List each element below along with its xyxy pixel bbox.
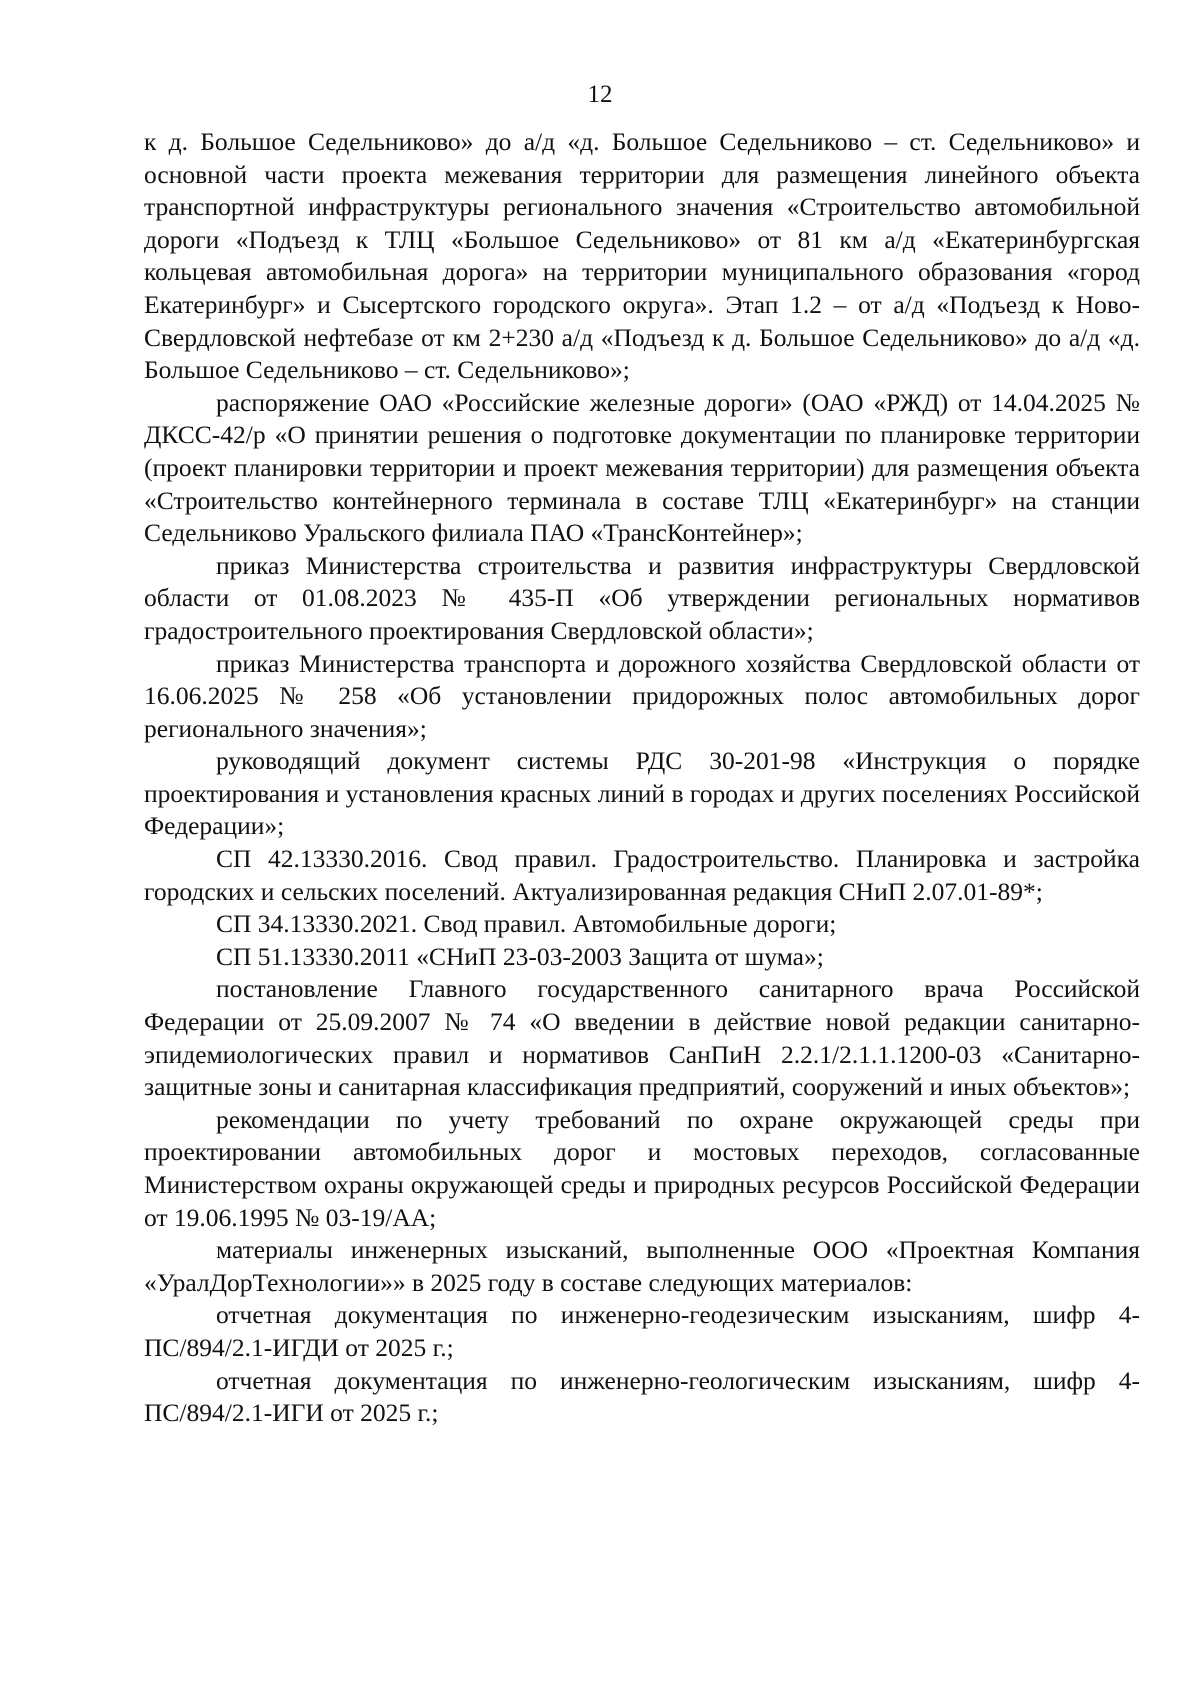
- paragraph-environmental-recommendations: рекомендации по учету требований по охране окружающей среды при проектировании автомобильных дорог и мостовых переходов, согласованные Министерством охраны окружающей среды и природных ресурсов Российской Федерации от 19.06.1995 № 03-19/АА;: [144, 1104, 1140, 1232]
- paragraph-rds-document: руководящий документ системы РДС 30-201-98 «Инструкция о порядке проектирования и установления красных линий в городах и других поселениях Российской Федерации»;: [144, 746, 1140, 841]
- paragraph-sp-42: СП 42.13330.2016. Свод правил. Градостроительство. Планировка и застройка городских и сельских поселений. Актуализированная редакция СНиП 2.07.01-89*;: [144, 844, 1140, 906]
- paragraph-ministry-construction-order: приказ Министерства строительства и развития инфраструктуры Свердловской области от 01.08.2023 № 435-П «Об утверждении региональных нормативов градостроительного проектирования Свердловской области»;: [144, 550, 1140, 645]
- paragraph-ministry-transport-order: приказ Министерства транспорта и дорожного хозяйства Свердловской области от 16.06.2025 № 258 «Об установлении придорожных полос автомобильных дорог регионального значения»;: [144, 648, 1140, 743]
- paragraph-rzd-order: распоряжение ОАО «Российские железные дороги» (ОАО «РЖД) от 14.04.2025 № ДКСС-42/р «О принятии решения о подготовке документации по планировке территории (проект планировки территории и проект межевания территории) для размещения объекта «Строительство контейнерного терминала в составе ТЛЦ «Екатеринбург» на станции Седельниково Уральского филиала ПАО «ТрансКонтейнер»;: [144, 387, 1140, 548]
- page-number: 12: [587, 81, 613, 108]
- paragraph-sp-51: СП 51.13330.2011 «СНиП 23-03-2003 Защита от шума»;: [216, 941, 824, 971]
- document-body: [144, 126, 1140, 1430]
- paragraph-sp-34: СП 34.13330.2021. Свод правил. Автомобильные дороги;: [216, 909, 837, 939]
- paragraph-continuation: к д. Большое Седельниково» до а/д «д. Большое Седельниково – ст. Седельниково» и основной части проекта межевания территории для размещения линейного объекта транспортной инфраструктуры регионального значения «Строительство автомобильной дороги «Подъезд к ТЛЦ «Большое Седельниково» от 81 км а/д «Екатеринбургская кольцевая автомобильная дорога» на территории муниципального образования «город Екатеринбург» и Сысертского городского округа». Этап 1.2 – от а/д «Подъезд к Ново-Свердловской нефтебазе от км 2+230 а/д «Подъезд к д. Большое Седельниково» до а/д «д. Большое Седельниково – ст. Седельниково»;: [144, 127, 1140, 385]
- paragraph-survey-materials: материалы инженерных изысканий, выполненные ООО «Проектная Компания «УралДорТехнологии»» в 2025 году в составе следующих материалов:: [144, 1235, 1140, 1297]
- paragraph-geodetic-survey: отчетная документация по инженерно-геодезическим изысканиям, шифр 4-ПС/894/2.1-ИГДИ от 2025 г.;: [144, 1300, 1140, 1362]
- paragraph-geological-survey: отчетная документация по инженерно-геологическим изысканиям, шифр 4-ПС/894/2.1-ИГИ от 2025 г.;: [144, 1365, 1140, 1428]
- paragraph-sanitary-resolution: постановление Главного государственного санитарного врача Российской Федерации от 25.09.2007 № 74 «О введении в действие новой редакции санитарно-эпидемиологических правил и нормативов СанПиН 2.2.1/2.1.1.1200-03 «Санитарно-защитные зоны и санитарная классификация предприятий, сооружений и иных объектов»;: [144, 974, 1140, 1102]
